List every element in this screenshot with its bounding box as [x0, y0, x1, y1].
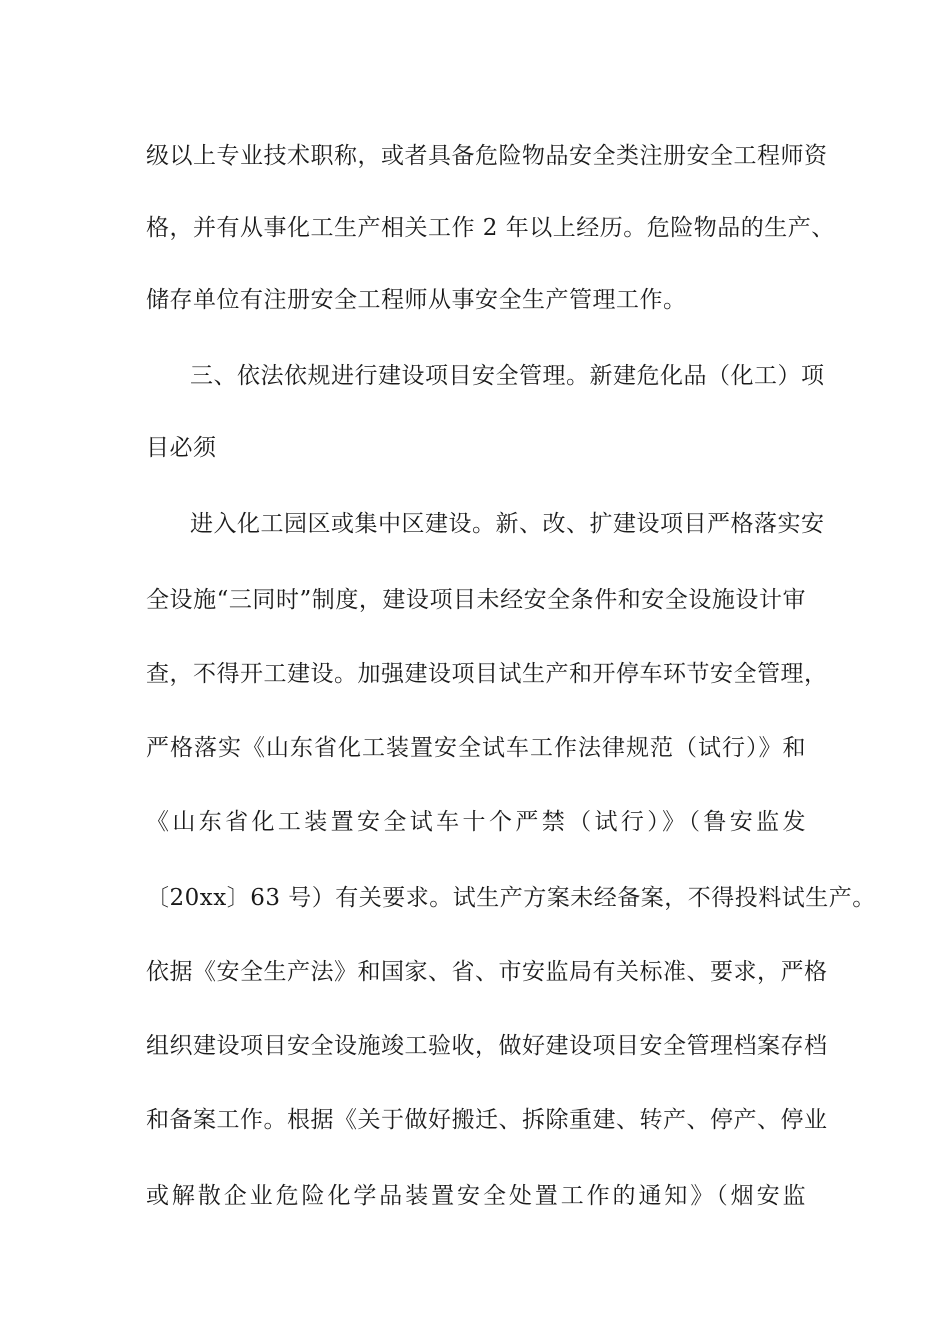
- text-line: 和备案工作。根据《关于做好搬迁、拆除重建、转产、停产、停业: [146, 1107, 828, 1133]
- text-line: 目必须: [146, 435, 217, 461]
- text-line: 级以上专业技术职称，或者具备危险物品安全类注册安全工程师资: [146, 143, 828, 169]
- text-line: 储存单位有注册安全工程师从事安全生产管理工作。: [146, 287, 687, 313]
- text-line: 严格落实《山东省化工装置安全试车工作法律规范（试行）》和: [146, 735, 806, 761]
- text-line: 组织建设项目安全设施竣工验收，做好建设项目安全管理档案存档: [146, 1033, 828, 1059]
- text-line: 或解散企业危险化学品装置安全处置工作的通知》（烟安监: [146, 1183, 806, 1209]
- text-line: 依据《安全生产法》和国家、省、市安监局有关标准、要求，严格: [146, 959, 828, 985]
- text-line: 〔20xx〕63 号）有关要求。试生产方案未经备案，不得投料试生产。: [146, 885, 876, 911]
- text-line: 查，不得开工建设。加强建设项目试生产和开停车环节安全管理，: [146, 661, 828, 687]
- text-line: 格，并有从事化工生产相关工作 2 年以上经历。危险物品的生产、: [146, 215, 835, 241]
- paragraph-heading-line: 三、依法依规进行建设项目安全管理。新建危化品（化工）项: [190, 363, 825, 389]
- text-line: 进入化工园区或集中区建设。新、改、扩建设项目严格落实安: [190, 511, 825, 537]
- text-line: 《山东省化工装置安全试车十个严禁（试行）》（鲁安监发: [146, 809, 806, 835]
- text-line: 全设施“三同时”制度，建设项目未经安全条件和安全设施设计审: [146, 587, 806, 613]
